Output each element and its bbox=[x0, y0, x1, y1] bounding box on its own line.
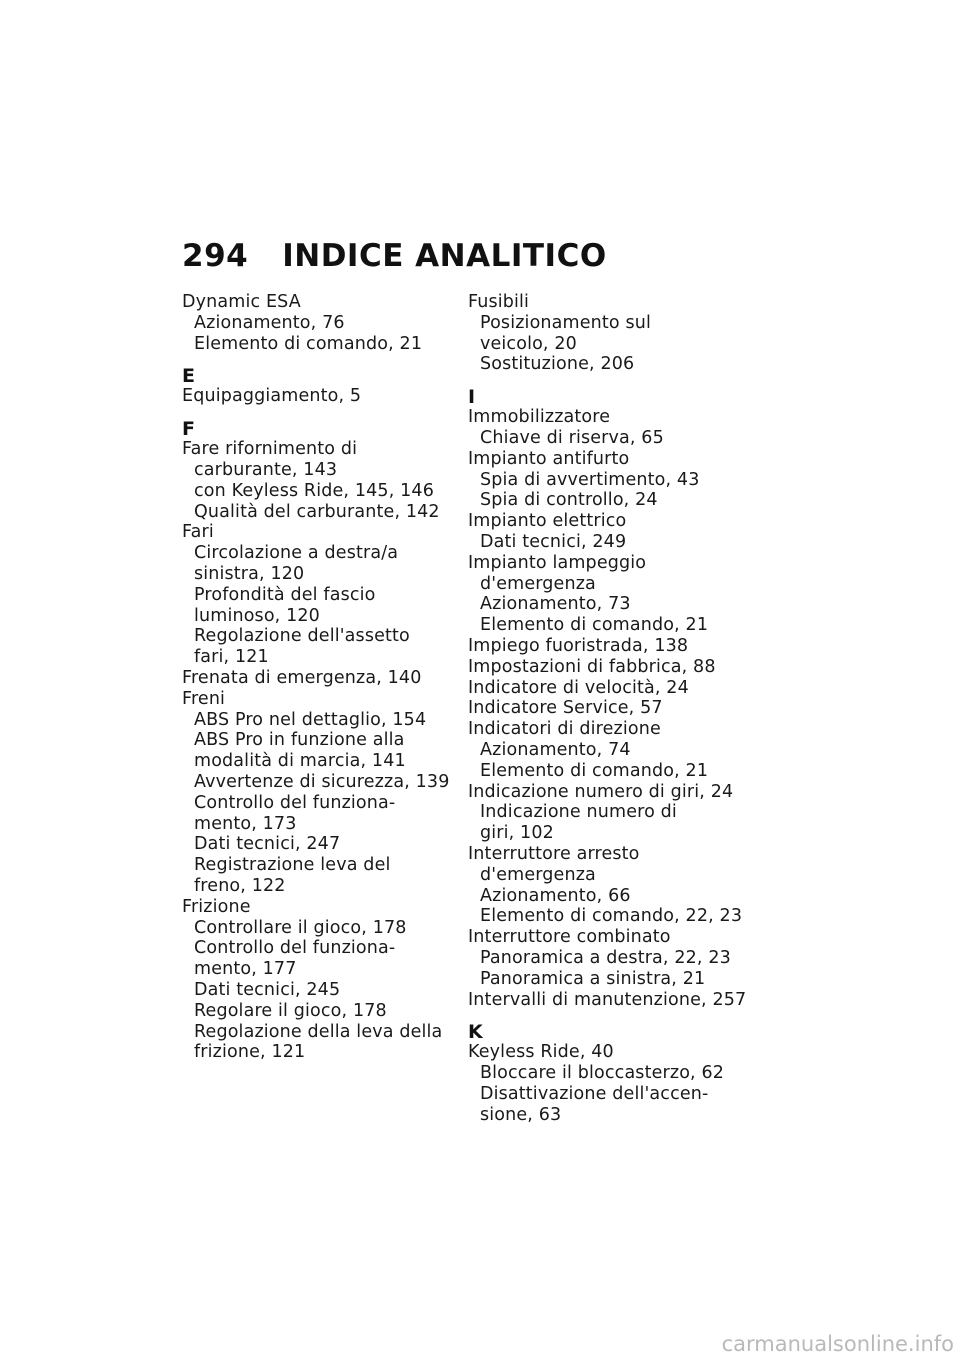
index-subentry: Qualità del carburante, 142 bbox=[194, 501, 440, 522]
index-entry: Fare rifornimento di bbox=[182, 439, 358, 460]
index-letter-heading: E bbox=[182, 365, 195, 388]
index-subentry: Dati tecnici, 249 bbox=[480, 531, 627, 552]
index-subentry: Elemento di comando, 22, 23 bbox=[480, 906, 743, 927]
index-entry: Indicatori di direzione bbox=[468, 719, 661, 740]
index-entry: Indicatore di velocità, 24 bbox=[468, 677, 689, 698]
index-entry: Impianto lampeggio bbox=[468, 552, 647, 573]
index-subentry: giri, 102 bbox=[480, 823, 554, 844]
index-subentry: Regolare il gioco, 178 bbox=[194, 1000, 387, 1021]
index-entry: Indicazione numero di giri, 24 bbox=[468, 781, 734, 802]
index-entry: Fari bbox=[182, 522, 214, 543]
index-subentry: veicolo, 20 bbox=[480, 333, 577, 354]
index-subentry: Elemento di comando, 21 bbox=[480, 615, 709, 636]
index-subentry: ABS Pro in funzione alla bbox=[194, 730, 405, 751]
index-subentry: sione, 63 bbox=[480, 1104, 562, 1125]
index-subentry: Azionamento, 66 bbox=[480, 885, 631, 906]
index-subentry: Spia di avvertimento, 43 bbox=[480, 469, 700, 490]
index-subentry: mento, 177 bbox=[194, 959, 297, 980]
index-column-right bbox=[468, 292, 747, 1125]
index-entry: Immobilizzatore bbox=[468, 407, 611, 428]
index-subentry: Spia di controllo, 24 bbox=[480, 490, 658, 511]
index-entry: Keyless Ride, 40 bbox=[468, 1042, 614, 1063]
index-subentry: Avvertenze di sicurezza, 139 bbox=[194, 771, 450, 792]
index-subentry: d'emergenza bbox=[480, 864, 596, 885]
index-entry: Equipaggiamento, 5 bbox=[182, 386, 362, 407]
page-number: 294 bbox=[182, 238, 249, 274]
index-letter-heading: I bbox=[468, 386, 476, 409]
index-subentry: luminoso, 120 bbox=[194, 605, 320, 626]
index-subentry: Bloccare il bloccasterzo, 62 bbox=[480, 1063, 725, 1084]
index-entry: Impiego fuoristrada, 138 bbox=[468, 635, 689, 656]
index-entry: Frenata di emergenza, 140 bbox=[182, 667, 422, 688]
index-subentry: Sostituzione, 206 bbox=[480, 354, 635, 375]
index-subentry: Chiave di riserva, 65 bbox=[480, 427, 664, 448]
index-entry: Interruttore arresto bbox=[468, 843, 640, 864]
index-entry: Indicatore Service, 57 bbox=[468, 698, 663, 719]
index-entry: Interruttore combinato bbox=[468, 927, 671, 948]
index-subentry: Panoramica a sinistra, 21 bbox=[480, 968, 706, 989]
index-entry: Impostazioni di fabbrica, 88 bbox=[468, 656, 716, 677]
index-subentry: Regolazione dell'assetto bbox=[194, 626, 410, 647]
page-title: INDICE ANALITICO bbox=[282, 238, 607, 274]
index-subentry: d'emergenza bbox=[480, 573, 596, 594]
index-letter-heading: F bbox=[182, 418, 195, 441]
index-subentry: carburante, 143 bbox=[194, 459, 338, 480]
index-subentry: Posizionamento sul bbox=[480, 312, 651, 333]
index-entry: Intervalli di manutenzione, 257 bbox=[468, 989, 747, 1010]
index-subentry: Controllo del funziona- bbox=[194, 792, 396, 813]
index-subentry: Azionamento, 73 bbox=[480, 594, 631, 615]
index-subentry: Azionamento, 76 bbox=[194, 312, 345, 333]
index-entry: Impianto antifurto bbox=[468, 448, 630, 469]
index-subentry: Controllo del funziona- bbox=[194, 938, 396, 959]
index-subentry: Controllare il gioco, 178 bbox=[194, 917, 407, 938]
index-entry: Frizione bbox=[182, 896, 251, 917]
index-letter-heading: K bbox=[468, 1021, 483, 1044]
watermark: carmanualsonline.info bbox=[721, 1332, 954, 1356]
index-subentry: frizione, 121 bbox=[194, 1042, 306, 1063]
index-subentry: freno, 122 bbox=[194, 875, 286, 896]
index-subentry: Azionamento, 74 bbox=[480, 739, 631, 760]
index-subentry: Registrazione leva del bbox=[194, 855, 391, 876]
index-subentry: sinistra, 120 bbox=[194, 563, 305, 584]
index-subentry: Circolazione a destra/a bbox=[194, 543, 399, 564]
index-subentry: modalità di marcia, 141 bbox=[194, 751, 406, 772]
index-entry: Fusibili bbox=[468, 292, 530, 312]
index-subentry: ABS Pro nel dettaglio, 154 bbox=[194, 709, 427, 730]
index-subentry: Dati tecnici, 245 bbox=[194, 979, 341, 1000]
index-subentry: Dati tecnici, 247 bbox=[194, 834, 341, 855]
index-entry: Freni bbox=[182, 688, 226, 709]
index-subentry: Elemento di comando, 21 bbox=[480, 760, 709, 781]
index-subentry: con Keyless Ride, 145, 146 bbox=[194, 480, 434, 501]
index-subentry: Profondità del fascio bbox=[194, 584, 376, 605]
index-subentry: fari, 121 bbox=[194, 647, 269, 668]
index-entry: Dynamic ESA bbox=[182, 292, 301, 312]
page-header bbox=[182, 238, 607, 274]
index-subentry: Elemento di comando, 21 bbox=[194, 333, 423, 354]
index-subentry: Regolazione della leva della bbox=[194, 1021, 443, 1042]
index-column-left bbox=[182, 292, 450, 1063]
index-subentry: Panoramica a destra, 22, 23 bbox=[480, 947, 731, 968]
index-entry: Impianto elettrico bbox=[468, 511, 627, 532]
index-subentry: Disattivazione dell'accen- bbox=[480, 1083, 709, 1104]
index-subentry: Indicazione numero di bbox=[480, 802, 677, 823]
index-subentry: mento, 173 bbox=[194, 813, 297, 834]
